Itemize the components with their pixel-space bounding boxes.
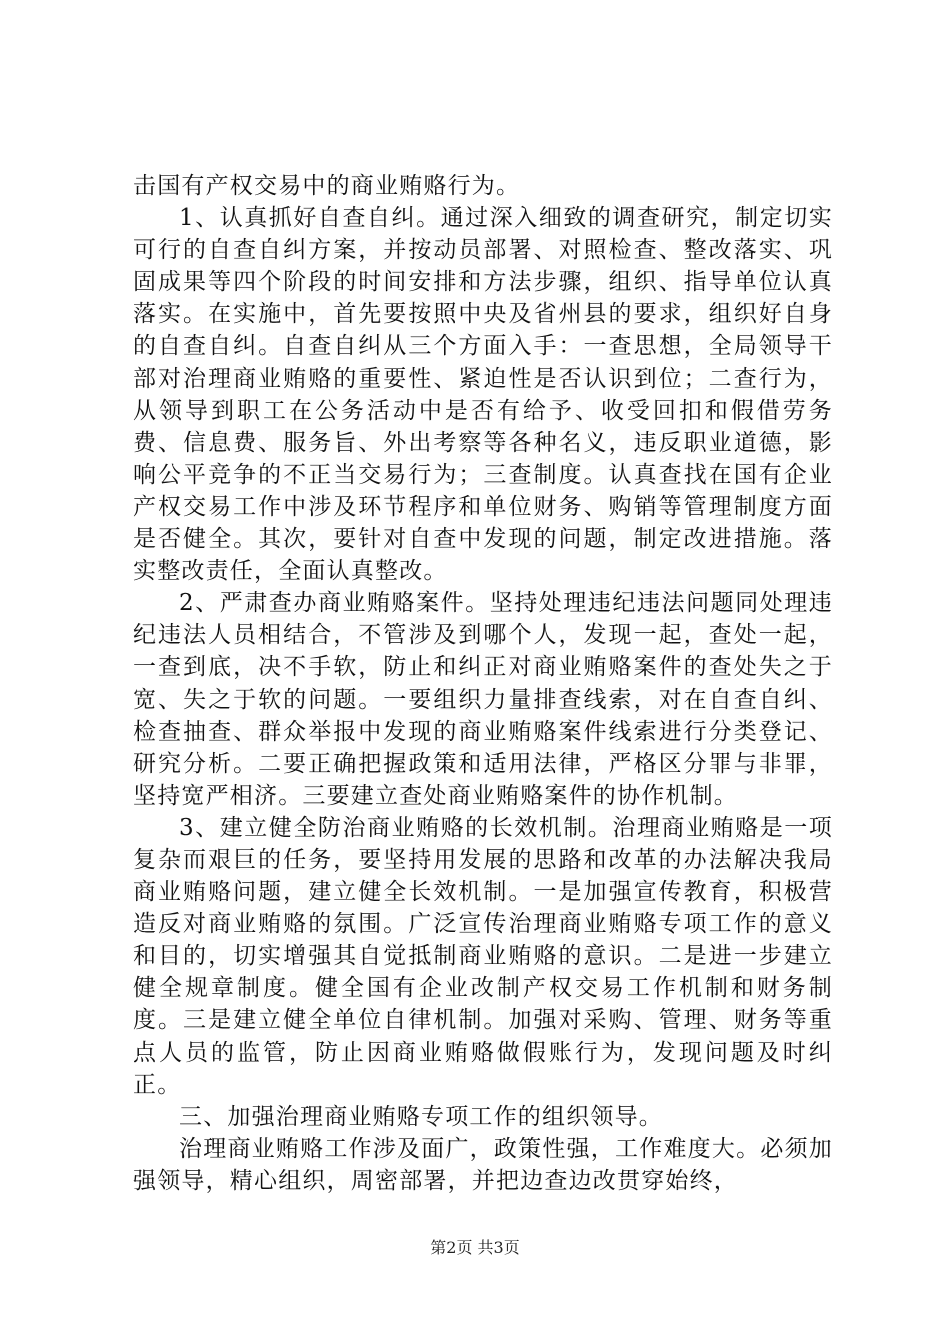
section-heading-leadership: 三、加强治理商业贿赂专项工作的组织领导。 bbox=[179, 1103, 663, 1130]
page-footer: 第2页 共3页 bbox=[430, 1238, 520, 1257]
paragraph-long-term-mechanism: 3、建立健全防治商业贿赂的长效机制。治理商业贿赂是一项复杂而艰巨的任务，要坚持用发展的思路和改革的办法解决我局商业贿赂问题，建立健全长效机制。一是加强宣传教育，积极营造反对商业贿赂的氛围。广泛宣传治理商业贿赂专项工作的意义和目的，切实增强其自觉抵制商业贿赂的意识。二是进一步建立健全规章制度。健全国有企业改制产权交易工作机制和财务制度。三是建立健全单位自律机制。加强对采购、管理、财务等重点人员的监管，防止因商业贿赂做假账行为，发现问题及时纠正。 bbox=[133, 814, 833, 1098]
paragraph-continuation: 击国有产权交易中的商业贿赂行为。 bbox=[133, 173, 521, 199]
paragraph-leadership: 治理商业贿赂工作涉及面广，政策性强，工作难度大。必须加强领导，精心组织，周密部署，并把边查边改贯穿始终， bbox=[133, 1135, 833, 1194]
document-body bbox=[133, 170, 833, 1197]
paragraph-self-inspection: 1、认真抓好自查自纠。通过深入细致的调查研究，制定切实可行的自查自纠方案，并按动员部署、对照检查、整改落实、巩固成果等四个阶段的时间安排和方法步骤，组织、指导单位认真落实。在实施中，首先要按照中央及省州县的要求，组织好自身的自查自纠。自查自纠从三个方面入手：一查思想，全局领导干部对治理商业贿赂的重要性、紧迫性是否认识到位；二查行为，从领导到职工在公务活动中是否有给予、收受回扣和假借劳务费、信息费、服务旨、外出考察等各种名义，违反职业道德，影响公平竞争的不正当交易行为；三查制度。认真查找在国有企业产权交易工作中涉及环节程序和单位财务、购销等管理制度方面是否健全。其次，要针对自查中发现的问题，制定改进措施。落实整改责任，全面认真整改。 bbox=[133, 205, 833, 585]
paragraph-case-investigation: 2、严肃查办商业贿赂案件。坚持处理违纪违法问题同处理违纪违法人员相结合，不管涉及到哪个人，发现一起，查处一起，一查到底，决不手软，防止和纠正对商业贿赂案件的查处失之于宽、失之于软的问题。一要组织力量排查线索，对在自查自纠、检查抽查、群众举报中发现的商业贿赂案件线索进行分类登记、研究分析。二要正确把握政策和适用法律，严格区分罪与非罪，坚持宽严相济。三要建立查处商业贿赂案件的协作机制。 bbox=[133, 590, 833, 809]
